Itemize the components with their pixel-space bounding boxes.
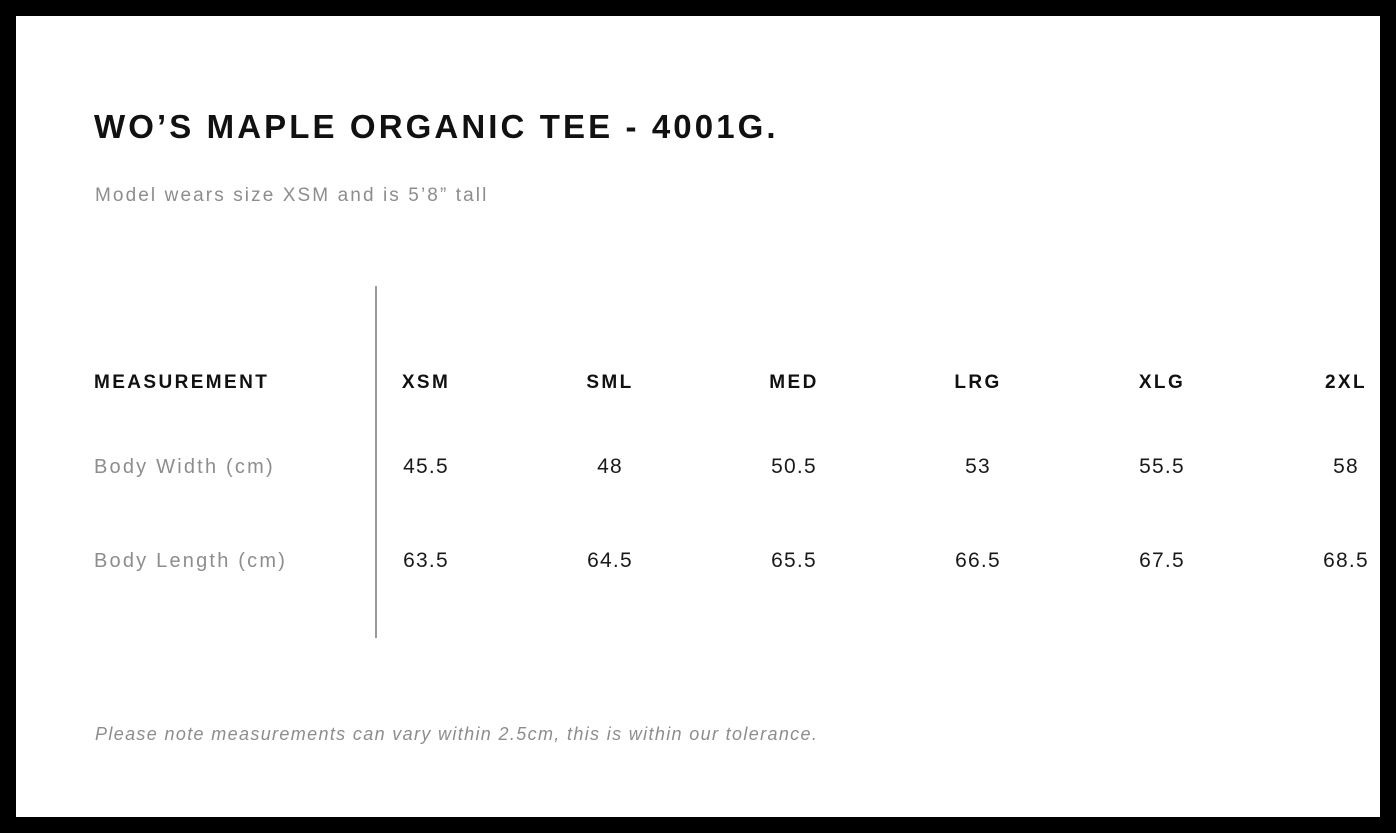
row-label-body-width: Body Width (cm) — [94, 455, 275, 478]
cell-body-width-xsm: 45.5 — [403, 455, 449, 478]
column-header-size-2xl: 2XL — [1324, 372, 1368, 393]
cell-body-length-2xl: 68.5 — [1323, 549, 1369, 572]
table-row — [16, 420, 1396, 514]
spacer-cell — [1028, 514, 1112, 608]
spacer-cell — [844, 346, 928, 420]
spacer-cell — [476, 346, 560, 420]
spacer-cell — [1212, 514, 1296, 608]
cell-body-length-xlg: 67.5 — [1139, 549, 1185, 572]
size-table-wrapper — [16, 346, 1380, 608]
cell-body-length-lrg: 66.5 — [955, 549, 1001, 572]
column-header-measurement: MEASUREMENT — [94, 372, 270, 393]
cell-body-width-med: 50.5 — [771, 455, 817, 478]
cell-body-width-2xl: 58 — [1333, 455, 1359, 478]
spacer-cell — [660, 420, 744, 514]
spacer-cell — [1212, 346, 1296, 420]
cell-body-length-med: 65.5 — [771, 549, 817, 572]
tolerance-footnote: Please note measurements can vary within 2.5cm, this is within our tolerance. — [95, 724, 819, 744]
spacer-cell — [1028, 420, 1112, 514]
spacer-cell — [844, 514, 928, 608]
spacer-cell — [476, 514, 560, 608]
column-header-size-sml: SML — [586, 372, 634, 393]
column-header-size-med: MED — [769, 372, 819, 393]
table-row — [16, 514, 1396, 608]
cell-body-length-xsm: 63.5 — [403, 549, 449, 572]
cell-body-width-lrg: 53 — [965, 455, 991, 478]
spacer-cell — [844, 420, 928, 514]
column-header-size-xsm: XSM — [401, 372, 451, 393]
cell-body-width-sml: 48 — [597, 455, 623, 478]
column-header-size-lrg: LRG — [954, 372, 1002, 393]
page-title: WO’S MAPLE ORGANIC TEE - 4001G. — [94, 108, 779, 145]
spacer-cell — [1212, 420, 1296, 514]
spacer-cell — [1028, 346, 1112, 420]
column-header-size-xlg: XLG — [1138, 372, 1186, 393]
cell-body-length-sml: 64.5 — [587, 549, 633, 572]
spacer-cell — [660, 346, 744, 420]
row-label-body-length: Body Length (cm) — [94, 549, 288, 572]
size-table — [16, 346, 1396, 608]
cell-body-width-xlg: 55.5 — [1139, 455, 1185, 478]
size-chart-page — [16, 16, 1380, 817]
model-info-subtitle: Model wears size XSM and is 5’8” tall — [95, 185, 489, 206]
spacer-cell — [660, 514, 744, 608]
spacer-cell — [476, 420, 560, 514]
table-header-row — [16, 346, 1396, 420]
